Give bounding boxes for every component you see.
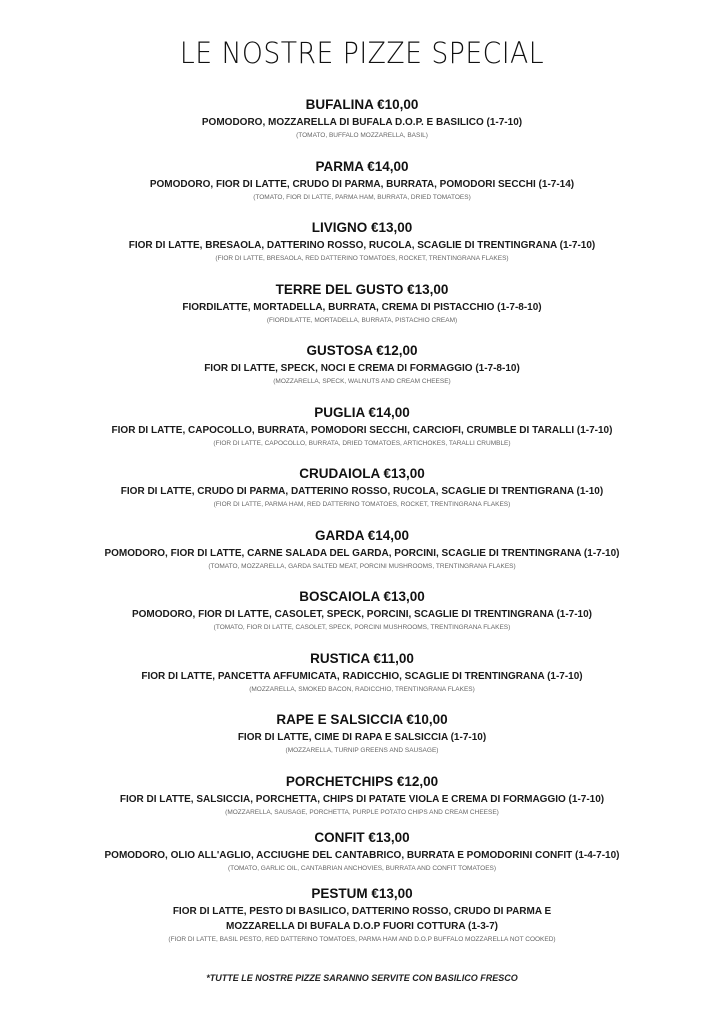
pizza-menu-list: [0, 97, 724, 942]
pizza-english-description: (TOMATO, MOZZARELLA, GARDA SALTED MEAT, PORCINI MUSHROOMS, TRENTINGRANA FLAKES): [208, 562, 516, 570]
pizza-name-price: CONFIT €13,00: [314, 829, 410, 845]
pizza-ingredients: POMODORO, OLIO ALL'AGLIO, ACCIUGHE DEL CANTABRICO, BURRATA E POMODORINI CONFIT (1-4-7-10): [104, 849, 620, 861]
pizza-name-price: PUGLIA €14,00: [314, 404, 410, 420]
menu-item: [0, 712, 724, 774]
menu-item: [0, 159, 724, 221]
menu-item: [0, 528, 724, 590]
pizza-english-description: (FIOR DI LATTE, BASIL PESTO, RED DATTERINO TOMATOES, PARMA HAM AND D.O.P BUFFALO MOZZARELLA NOT COOKED): [168, 935, 556, 943]
pizza-english-description: (TOMATO, FIOR DI LATTE, CASOLET, SPECK, PORCINI MUSHROOMS, TRENTINGRANA FLAKES): [213, 624, 511, 631]
pizza-english-description: (TOMATO, FIOR DI LATTE, PARMA HAM, BURRATA, DRIED TOMATOES): [253, 193, 471, 201]
pizza-english-description: (FIOR DI LATTE, PARMA HAM, RED DATTERINO TOMATOES, ROCKET, TRENTINGRANA FLAKES): [213, 501, 511, 508]
menu-item: [0, 405, 724, 467]
pizza-name-price: BOSCAIOLA €13,00: [299, 589, 425, 604]
menu-item: [0, 651, 724, 713]
pizza-name-price: PARMA €14,00: [315, 158, 409, 174]
pizza-english-description: (FIORDILATTE, MORTADELLA, BURRATA, PISTACHIO CREAM): [266, 316, 458, 324]
pizza-name-price: BUFALINA €10,00: [305, 97, 419, 112]
pizza-name-price: RAPE E SALSICCIA €10,00: [276, 712, 448, 727]
pizza-ingredients: FIOR DI LATTE, SPECK, NOCI E CREMA DI FORMAGGIO (1-7-8-10): [204, 363, 520, 374]
pizza-ingredients: FIOR DI LATTE, CIME DI RAPA E SALSICCIA (1-7-10): [237, 732, 487, 743]
menu-item: [0, 282, 724, 344]
pizza-ingredients: POMODORO, MOZZARELLA DI BUFALA D.O.P. E BASILICO (1-7-10): [201, 117, 523, 128]
pizza-name-price: GUSTOSA €12,00: [306, 343, 418, 358]
pizza-ingredients: MOZZARELLA DI BUFALA D.O.P FUORI COTTURA (1-3-7): [225, 920, 499, 932]
menu-item: [0, 220, 724, 282]
pizza-name-price: LIVIGNO €13,00: [311, 220, 413, 235]
pizza-name-price: TERRE DEL GUSTO €13,00: [275, 281, 449, 297]
pizza-ingredients: FIOR DI LATTE, SALSICCIA, PORCHETTA, CHIPS DI PATATE VIOLA E CREMA DI FORMAGGIO (1-7-10): [119, 793, 605, 805]
pizza-english-description: (MOZZARELLA, TURNIP GREENS AND SAUSAGE): [285, 747, 439, 754]
page-title: LE NOSTRE PIZZE SPECIAL: [179, 36, 545, 70]
pizza-english-description: (MOZZARELLA, SAUSAGE, PORCHETTA, PURPLE POTATO CHIPS AND CREAM CHEESE): [225, 808, 499, 816]
pizza-english-description: (FIOR DI LATTE, CAPOCOLLO, BURRATA, DRIED TOMATOES, ARTICHOKES, TARALLI CRUMBLE): [213, 439, 511, 447]
pizza-ingredients: FIORDILATTE, MORTADELLA, BURRATA, CREMA DI PISTACCHIO (1-7-8-10): [182, 301, 542, 313]
menu-item: [0, 343, 724, 405]
pizza-ingredients: POMODORO, FIOR DI LATTE, CASOLET, SPECK, PORCINI, SCAGLIE DI TRENTINGRANA (1-7-10): [131, 609, 593, 620]
pizza-english-description: (TOMATO, GARLIC OIL, CANTABRIAN ANCHOVIES, BURRATA AND CONFIT TOMATOES): [227, 864, 497, 872]
pizza-english-description: (MOZZARELLA, SMOKED BACON, RADICCHIO, TRENTINGRANA FLAKES): [249, 685, 475, 693]
pizza-english-description: (MOZZARELLA, SPECK, WALNUTS AND CREAM CHEESE): [273, 378, 451, 385]
menu-item: [0, 886, 724, 942]
pizza-ingredients: POMODORO, FIOR DI LATTE, CARNE SALADA DEL GARDA, PORCINI, SCAGLIE DI TRENTINGRANA (1-7-10): [104, 547, 620, 559]
pizza-ingredients: FIOR DI LATTE, BRESAOLA, DATTERINO ROSSO, RUCOLA, SCAGLIE DI TRENTINGRANA (1-7-10): [128, 240, 596, 251]
pizza-name-price: PORCHETCHIPS €12,00: [285, 773, 439, 789]
menu-item: [0, 589, 724, 651]
menu-item: [0, 830, 724, 886]
menu-item: [0, 97, 724, 159]
pizza-name-price: GARDA €14,00: [314, 527, 410, 543]
pizza-english-description: (TOMATO, BUFFALO MOZZARELLA, BASIL): [296, 132, 428, 139]
pizza-name-price: PESTUM €13,00: [311, 885, 413, 901]
menu-item: [0, 466, 724, 528]
footer-note: *TUTTE LE NOSTRE PIZZE SARANNO SERVITE CON BASILICO FRESCO: [206, 973, 518, 983]
pizza-name-price: RUSTICA €11,00: [310, 650, 414, 666]
pizza-ingredients: FIOR DI LATTE, CAPOCOLLO, BURRATA, POMODORI SECCHI, CARCIOFI, CRUMBLE DI TARALLI (1-7-10): [111, 424, 613, 436]
menu-item: [0, 774, 724, 830]
pizza-ingredients: POMODORO, FIOR DI LATTE, CRUDO DI PARMA, BURRATA, POMODORI SECCHI (1-7-14): [149, 178, 575, 190]
pizza-english-description: (FIOR DI LATTE, BRESAOLA, RED DATTERINO TOMATOES, ROCKET, TRENTINGRANA FLAKES): [215, 255, 509, 262]
pizza-ingredients: FIOR DI LATTE, PESTO DI BASILICO, DATTERINO ROSSO, CRUDO DI PARMA E: [172, 905, 552, 917]
pizza-name-price: CRUDAIOLA €13,00: [299, 466, 425, 481]
pizza-ingredients: FIOR DI LATTE, CRUDO DI PARMA, DATTERINO ROSSO, RUCOLA, SCAGLIE DI TRENTIGRANA (1-10): [120, 486, 604, 497]
pizza-ingredients: FIOR DI LATTE, PANCETTA AFFUMICATA, RADICCHIO, SCAGLIE DI TRENTINGRANA (1-7-10): [141, 670, 583, 682]
